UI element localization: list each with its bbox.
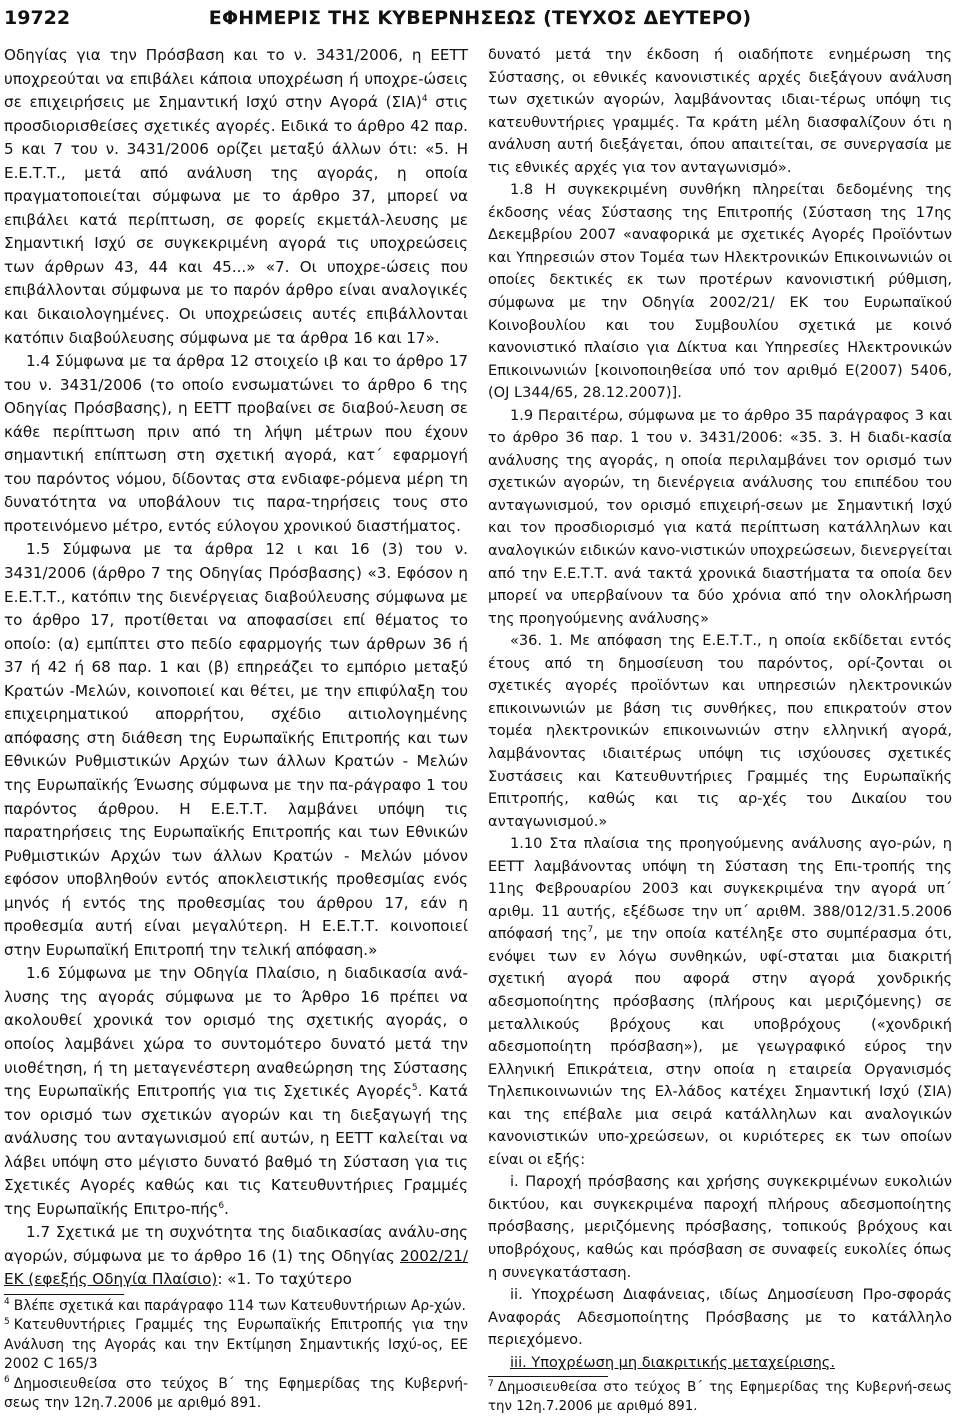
footnote-divider (488, 1376, 608, 1377)
paragraph: 1.4 Σύμφωνα με τα άρθρα 12 στοιχείο ιβ και το άρθρο 17 του ν. 3431/2006 (το οποίο ενσωματώνει το άρθρο 6 της Οδηγίας Πρόσβασης), η ΕΕΤΤ προβαίνει σε διαβού-λευση σε κάθε περίπτωση πριν από τη λήψη μέτρων που έχουν σημαντική επίπτωση στη σχετική αγορά, κατ΄ εφαρμογή του παρόντος νόμου, δίδοντας στα ενδιαφε-ρόμενα μέρη τη δυνατότητα να υποβάλουν τις παρα-τηρήσεις τους στο προτεινόμενο μέτρο, εντός εύλογου χρονικού διαστήματος. (4, 352, 468, 535)
footnote: $^4$ Βλέπε σχετικά και παράγραφο 114 των Κατευθυντήριων Αρ-χών. (4, 1297, 466, 1314)
footnote-divider (4, 1294, 124, 1295)
gazette-title: ΕΦΗΜΕΡΙΣ ΤΗΣ ΚΥΒΕΡΝΗΣΕΩΣ (ΤΕΥΧΟΣ ΔΕΥΤΕΡΟ) (208, 7, 752, 29)
left-column (4, 44, 468, 1413)
page-header (4, 4, 956, 32)
footnote: $^6$ Δημοσιευθείσα στο τεύχος Β΄ της Εφημερίδας της Κυβερνή-σεως την 12η.7.2006 με αριθμό 891. (4, 1375, 468, 1412)
paragraph: Οδηγίας για την Πρόσβαση και το ν. 3431/2006, η ΕΕΤΤ υποχρεούται να επιβάλει κάποια υποχρέωση ή υποχρε-ώσεις σε επιχειρήσεις με Σημαντική Ισχύ στην Αγορά $(\Sigma IA)^4$ στις προσδιορισθείσες σχετικές αγορές. Ειδικά το άρθρο 42 παρ. 5 και 7 του ν. 3431/2006 ορίζει μεταξύ άλλων ότι: «5. Η Ε.Ε.Τ.Τ., μετά από ανάλυση της αγοράς, η οποία πραγματοποιείται σύμφωνα με το άρθρο 37, μπορεί να επιβάλει κατά περίπτωση, σε φορείς εκμετάλ-λευσης με Σημαντική Ισχύ σε συγκεκριμένη αγορά τις υποχρεώσεις των άρθρων 43, 44 και 45...» «7. Οι υποχρε-ώσεις που επιβάλλονται σύμφωνα με το παρόν άρθρο είναι αναλογικές και δικαιολογημένες. Οι υποχρεώσεις αυτές επιβάλλονται κατόπιν διαβούλευσης σύμφωνα με τα άρθρα 16 και 17». (4, 46, 468, 347)
paragraph: 1.8 Η συγκεκριμένη συνθήκη πληρείται δεδομένης της έκδοσης νέας Σύστασης της Επιτροπής (Σύσταση της 17ης Δεκεμβρίου 2007 «αναφορικά με σχετικές Αγορές Προϊόντων και Υπηρεσιών στον Τομέα των Ηλεκτρονικών Επικοινωνιών οι οποίες δεκτικές εκ των προτέρων κανονιστική ρύθμιση, σύμφωνα με την Οδηγία 2002/21/ ΕΚ του Ευρωπαϊκού Κοινοβουλίου και του Συμβουλίου σχετικά με κοινό κανονιστικό πλαίσιο για Δίκτυα και Υπηρεσίες Ηλεκτρονικών Επικοινωνιών [κοινοποιηθείσα υπό τον αριθμό Ε(2007) 5406, (OJ L344/65, 28.12.2007)]. (488, 181, 952, 402)
paragraph: 1.6 Σύμφωνα με την Οδηγία Πλαίσιο, η διαδικασία ανά-λυσης της αγοράς σύμφωνα με το Άρθρο 16 πρέπει να ακολουθεί χρονικά τον ορισμό της σχετικής αγοράς, ο οποίος λαμβάνει χώρα το συντομότερο δυνατό μετά την υιοθέτηση, ή τη μεταγενέστερη αναθεώρηση της Σύστασης της Ευρωπαϊκής Επιτροπής για τις Σχετικές Αγορές$^5$. Κατά τον ορισμό των σχετικών αγορών και τη διεξαγωγή της ανάλυσης του ανταγωνισμού επί αυτών, η ΕΕΤΤ καλείται να λάβει υπόψη στο μέγιστο δυνατό βαθμό τη Σύσταση για τις Σχετικές Αγορές καθώς και τις Κατευθυντήριες Γραμμές της Ευρωπαϊκής Επιτρο-πής$^6$. (4, 964, 468, 1218)
right-column (488, 44, 952, 1416)
paragraph: 1.5 Σύμφωνα με τα άρθρα 12 ι και 16 (3) του ν. 3431/2006 (άρθρο 7 της Οδηγίας Πρόσβασης) «3. Εφόσον η Ε.Ε.Τ.Τ., κατόπιν της διενέργειας διαβούλευσης σύμφωνα με το άρθρο 17, προτίθεται να αποφασίσει επί θέματος το οποίο: (α) εμπίπτει στο πεδίο εφαρμογής των άρθρων 36 ή 37 ή 42 ή 68 παρ. 1 και (β) επηρεάζει το εμπόριο μεταξύ Κρατών -Μελών, κοινοποιεί και θέτει, με την επιφύλαξη του επιχειρηματικού απορρήτου, σχέδιο αιτιολογημένης απόφασης στη διάθεση της Ευρωπαϊκής Επιτροπής και των Εθνικών Ρυθμιστικών Αρχών των άλλων Κρατών - Μελών της Ευρωπαϊκής Ένωσης σύμφωνα με την πα-ράγραφο 1 του παρόντος άρθρου. Η Ε.Ε.Τ.Τ. λαμβάνει υπόψη τις παρατηρήσεις της Ευρωπαϊκής Επιτροπής και των Εθνικών Ρυθμιστικών Αρχών των άλλων Κρατών - Μελών μόνον εφόσον υποβληθούν εντός αποκλειστικής προθεσμίας ενός μηνός ή εντός της προθεσμίας του άρθρου 17, εάν η προθεσμία αυτή είναι μεγαλύτερη. Η Ε.Ε.Τ.Τ. κοινοποιεί στην Ευρωπαϊκή Επιτροπή την τελική απόφαση.» (4, 540, 468, 959)
list-item: iii. Υποχρέωση μη διακριτικής μεταχείρισης. (510, 1353, 835, 1371)
footnote-ref[interactable]: 4 (421, 94, 428, 105)
footnote-ref[interactable]: 6 (218, 1200, 225, 1211)
footnote: $^5$ Κατευθυντήριες Γραμμές της Ευρωπαϊκής Επιτροπής για την Ανάλυση της Αγοράς και την Εκτίμηση Σημαντικής Ισχύ-ος, ΕΕ 2002 C 165/3 (4, 1316, 468, 1373)
paragraph: δυνατό μετά την έκδοση ή οιαδήποτε ενημέρωση της Σύστασης, οι εθνικές κανονιστικές αρχές διεξάγουν ανάλυση των σχετικών αγορών, λαμβάνοντας ιδιαι-τέρως υπόψη τις κατευθυντήριες γραμμές. Τα κράτη μέλη διασφαλίζουν ότι η ανάλυση αυτή διεξάγεται, όπου απαιτείται, σε συνεργασία με τις εθνικές αρχές για τον ανταγωνισμό». (488, 46, 952, 176)
page-number: 19722 (4, 7, 71, 29)
underlined-reference: 2002/21/ΕΚ (εφεξής Οδηγία Πλαίσιο) (4, 1246, 468, 1289)
paragraph: «36. 1. Με απόφαση της Ε.Ε.Τ.Τ., η οποία εκδίδεται εντός έτους από τη δημοσίευση του παρόντος, ορί-ζονται οι σχετικές αγορές προϊόντων και υπηρεσιών ηλεκτρονικών επικοινωνιών με βάση τις συνθήκες, που επικρατούν στον τομέα ηλεκτρονικών επικοινωνιών στην ελληνική αγορά, λαμβάνοντας ιδιαιτέρως υπόψη τις ισχύουσες σχετικές Συστάσεις και Κατευθυντήριες Γραμμές της Ευρωπαϊκής Επιτροπής, καθώς και τις αρ-χές του Δικαίου του ανταγωνισμού.» (488, 632, 952, 830)
footnote-ref[interactable]: 7 (587, 925, 594, 936)
list-item: i. Παροχή πρόσβασης και χρήσης συγκεκριμένων ευκολιών δικτύου, και συγκεκριμένα παροχή πλήρους αδεσμοποίητης πρόσβασης, μεριζόμενης πρόσβασης, τοπικούς βρόχους και υποβρόχους, καθώς και πρόσβαση σε συναφείς ευκολίες όπως η συνεγκατάσταση. (488, 1173, 952, 1281)
footnote-ref[interactable]: 5 (411, 1083, 418, 1094)
paragraph: 1.9 Περαιτέρω, σύμφωνα με το άρθρο 35 παράγραφος 3 και το άρθρο 36 παρ. 1 του ν. 3431/2006: «35. 3. Η διαδι-κασία ανάλυσης της αγοράς, η οποία περιλαμβάνει τον ορισμό των σχετικών αγορών, τη διενέργεια ανάλυσης του επιπέδου του ανταγωνισμού, τον ορισμό επιχειρή-σεων με Σημαντική Ισχύ και τον προσδιορισμό για κατά περίπτωση κατάλληλων και αναλογικών ειδικών κανο-νιστικών υποχρεώσεων, διενεργείται από την Ε.Ε.Τ.Τ. ανά τακτά χρονικά διαστήματα τα οποία δεν μπορεί να υπερβαίνουν τα δύο χρόνια από την ολοκλήρωση της προηγούμενης ανάλυσης» (488, 406, 952, 627)
list-item: ii. Υποχρέωση Διαφάνειας, ιδίως Δημοσίευση Προ-σφοράς Αναφοράς Αδεσμοποίητης Πρόσβασης με το κατάλληλο περιεχόμενο. (488, 1286, 952, 1349)
paragraph: 1.10 Στα πλαίσια της προηγούμενης ανάλυσης αγο-ρών, η ΕΕΤΤ λαμβάνοντας υπόψη τη Σύσταση της Επι-τροπής της 11ης Φεβρουαρίου 2003 και συγκεκριμένα την αγορά υπ΄ αριθμ. 11 αυτής, εξέδωσε την υπ΄ αριθΜ. 388/012/31.5.2006 απόφασή της$^7$, με την οποία κατέληξε στο συμπέρασμα ότι, ενόψει των εν λόγω συνθηκών, υφί-σταται μια διακριτή σχετική αγορά που αφορά στην αγορά χονδρικής αδεσμοποίητης πρόσβασης (πλήρους και μεριζόμενης) σε μεταλλικούς βρόχους και υποβρόχους («χονδρική αδεσμοποίητη πρόσβαση»), με γεωγραφικό εύρος την Ελληνική Επικράτεια, στην οποία η εταιρεία Οργανισμός Τηλεπικοινωνιών της Ελ-λάδος κατέχει Σημαντική Ισχύ (ΣΙΑ) και της επέβαλε μια σειρά κατάλληλων και αναλογικών κανονιστικών υπο-χρεώσεων, οι κυριότερες εκ των οποίων είναι οι εξής: (488, 835, 952, 1168)
paragraph: 1.7 Σχετικά με τη συχνότητα της διαδικασίας ανάλυ-σης αγορών, σύμφωνα με το άρθρο 16 (1) της Οδηγίας 2002/21/ΕΚ (εφεξής Οδηγία Πλαίσιο): «1. Το ταχύτερο (4, 1223, 468, 1289)
footnote: $^7$ Δημοσιευθείσα στο τεύχος Β΄ της Εφημερίδας της Κυβερνή-σεως την 12η.7.2006 με αριθμό 891. (488, 1378, 952, 1414)
